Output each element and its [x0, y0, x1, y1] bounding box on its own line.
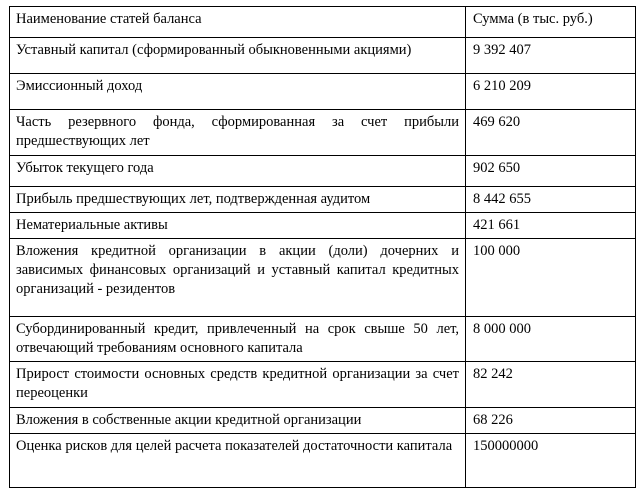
table-row: [10, 362, 636, 408]
table-row: [10, 408, 636, 434]
balance-table: [9, 6, 636, 488]
table-row: [10, 434, 636, 488]
table-row: [10, 74, 636, 110]
table-header-row: [10, 7, 636, 38]
row-name: Часть резервного фонда, сформированная за счет прибыли предшествующих лет: [10, 110, 466, 156]
row-name: Эмиссионный доход: [10, 74, 466, 110]
row-value: 150000000: [466, 434, 636, 488]
row-value: 421 661: [466, 213, 636, 239]
row-value: 8 442 655: [466, 187, 636, 213]
table-row: [10, 38, 636, 74]
table-row: [10, 110, 636, 156]
row-name: Убыток текущего года: [10, 156, 466, 187]
row-value: 902 650: [466, 156, 636, 187]
row-value: 469 620: [466, 110, 636, 156]
row-value: 6 210 209: [466, 74, 636, 110]
header-name: Наименование статей баланса: [10, 7, 466, 38]
table-row: [10, 239, 636, 317]
row-value: 100 000: [466, 239, 636, 317]
row-value: 9 392 407: [466, 38, 636, 74]
table-row: [10, 156, 636, 187]
row-name: Прибыль предшествующих лет, подтвержденная аудитом: [10, 187, 466, 213]
table-row: [10, 213, 636, 239]
row-name: Нематериальные активы: [10, 213, 466, 239]
table-row: [10, 187, 636, 213]
row-name: Оценка рисков для целей расчета показателей достаточности капитала: [10, 434, 466, 488]
row-name: Вложения в собственные акции кредитной организации: [10, 408, 466, 434]
row-value: 82 242: [466, 362, 636, 408]
row-name: Уставный капитал (сформированный обыкновенными акциями): [10, 38, 466, 74]
row-name: Вложения кредитной организации в акции (доли) дочерних и зависимых финансовых организаций и уставный капитал кредитных организаций - резидентов: [10, 239, 466, 317]
row-name: Субординированный кредит, привлеченный на срок свыше 50 лет, отвечающий требованиям основного капитала: [10, 317, 466, 362]
row-name: Прирост стоимости основных средств кредитной организации за счет переоценки: [10, 362, 466, 408]
row-value: 68 226: [466, 408, 636, 434]
header-sum: Сумма (в тыс. руб.): [466, 7, 636, 38]
row-value: 8 000 000: [466, 317, 636, 362]
table-row: [10, 317, 636, 362]
